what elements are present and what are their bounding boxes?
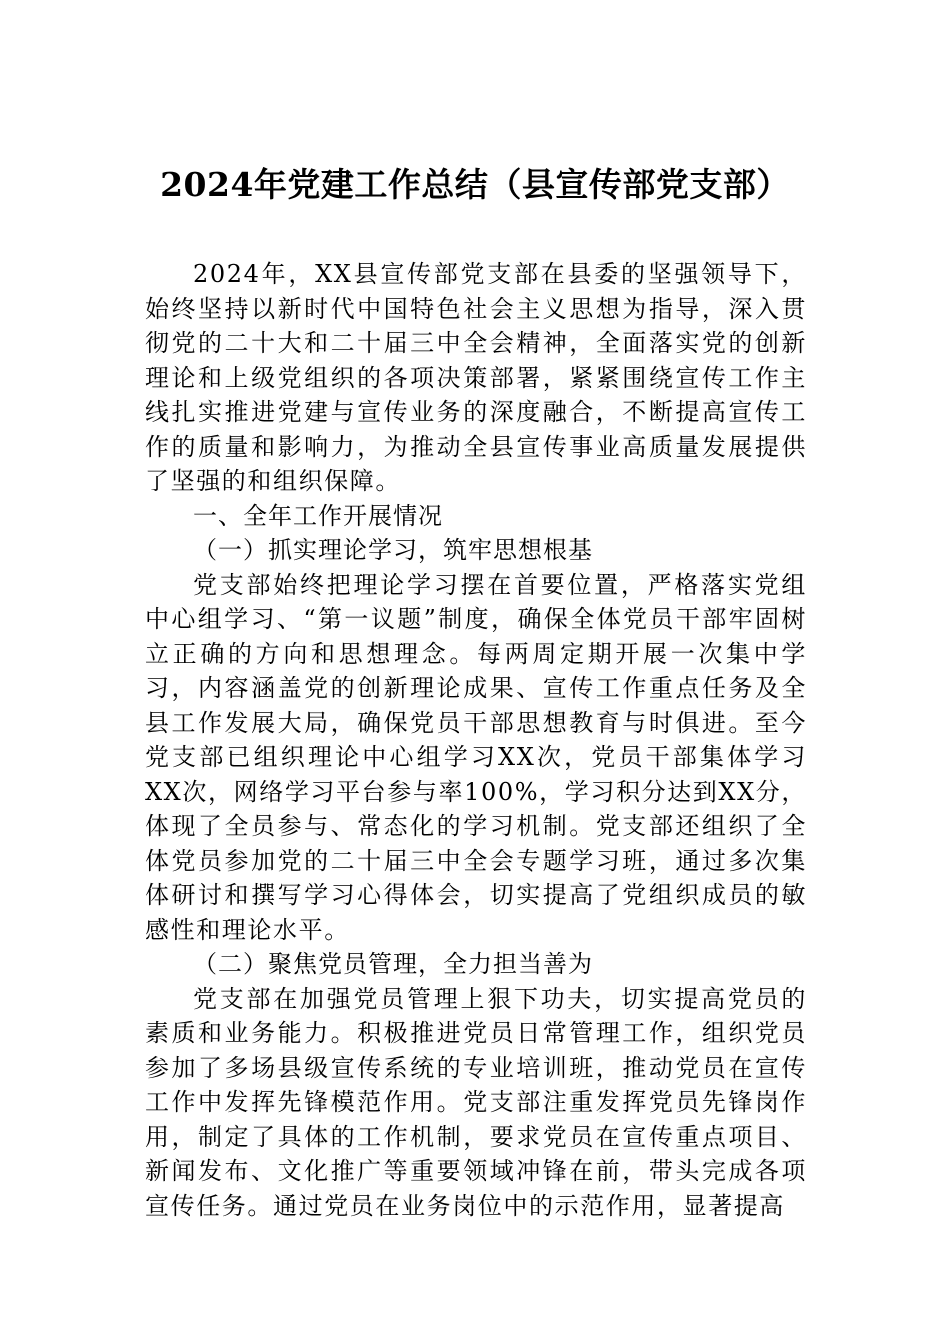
subsection-paragraph-2: 党支部在加强党员管理上狠下功夫，切实提高党员的素质和业务能力。积极推进党员日常管理工作，组织党员参加了多场县级宣传系统的专业培训班，推动党员在宣传工作中发挥先锋模范作用。党支部注重发挥党员先锋岗作用，制定了具体的工作机制，要求党员在宣传重点项目、新闻发布、文化推广等重要领域冲锋在前，带头完成各项宣传任务。通过党员在业务岗位中的示范作用，显著提高: [145, 984, 807, 1220]
section-heading-1: 一、全年工作开展情况: [193, 501, 443, 530]
subsection-heading-1: （一）抓实理论学习，筑牢思想根基: [193, 536, 593, 564]
document-body: [145, 257, 807, 1223]
subsection-paragraph-1: 党支部始终把理论学习摆在首要位置，严格落实党组中心组学习、“第一议题”制度，确保全体党员干部牢固树立正确的方向和思想理念。每两周定期开展一次集中学习，内容涵盖党的创新理论成果、宣传工作重点任务及全县工作发展大局，确保党员干部思想教育与时俱进。至今党支部已组织理论中心组学习XX次，党员干部集体学习XX次，网络学习平台参与率100%，学习积分达到XX分，体现了全员参与、常态化的学习机制。党支部还组织了全体党员参加党的二十届三中全会专题学习班，通过多次集体研讨和撰写学习心得体会，切实提高了党组织成员的敏感性和理论水平。: [145, 570, 807, 944]
subsection-heading-2: （二）聚焦党员管理，全力担当善为: [193, 950, 593, 978]
intro-paragraph: 2024年，XX县宣传部党支部在县委的坚强领导下，始终坚持以新时代中国特色社会主义思想为指导，深入贯彻党的二十大和二十届三中全会精神，全面落实党的创新理论和上级党组织的各项决策部署，紧紧围绕宣传工作主线扎实推进党建与宣传业务的深度融合，不断提高宣传工作的质量和影响力，为推动全县宣传事业高质量发展提供了坚强的和组织保障。: [145, 260, 807, 495]
document-title: 2024年党建工作总结（县宣传部党支部）: [160, 165, 790, 204]
